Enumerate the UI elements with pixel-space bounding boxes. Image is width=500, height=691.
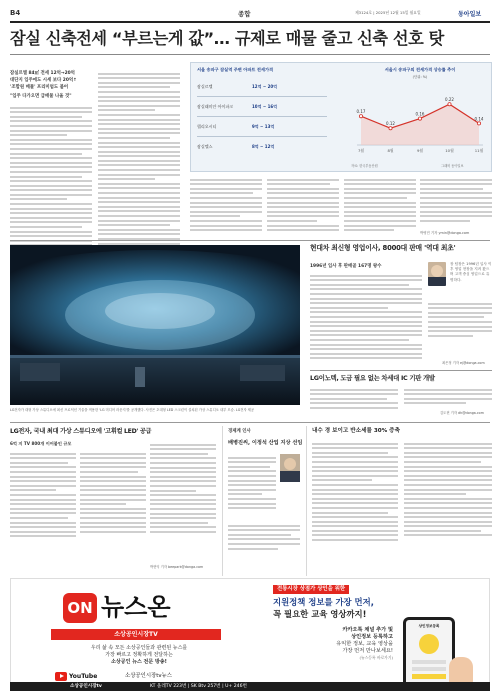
chart-data-label: 0.16 [415,111,425,117]
chart-credit: 그래픽 동아일보 [441,164,464,168]
ad-logo [63,591,213,627]
ad-panel [10,578,490,688]
story2-subhead: 1996년 입사 후 판매골 167명 왕수 [310,264,382,269]
chart-tick-label: 7월 [357,148,365,153]
chart-tick-label: 8월 [387,148,394,153]
masthead-rule [10,21,490,23]
photo-caption: LG전자가 대형 가상 스튜디오에 최신 프로덕션 기술을 적용한 'LG 미디어 라운지'를 공개했다. 사진은 초대형 LED 스크린이 설치된 가상 스튜디오 내부 모습. LG전자 제공 [10,408,255,412]
top-story-body-col1 [10,104,92,254]
kakao-line: 가장 먼저 만나보세요! [342,648,393,654]
story3-body-col2 [404,386,492,407]
ad-footer [10,682,490,691]
story2-body-2 [428,300,492,339]
deck-line: "입주 다가오면 급매물 나올 것" [10,94,72,99]
story2-portrait [428,262,446,286]
studio-photo [10,245,300,405]
play-icon [60,674,64,678]
table-row [197,77,327,97]
story4-body-col3 [150,441,216,535]
table-row [197,117,327,137]
section-name: 종합 [238,10,251,18]
section-rule-3 [10,422,490,423]
chart-point [418,117,421,120]
story5-portrait [280,454,300,482]
deck-line: '조합원 매물' 프리미엄도 붙어 [10,85,69,90]
chart-tick-label: 10월 [445,148,454,153]
table-row-name: 잠실르엘 [197,83,213,89]
table-row-name: 잠실엘스 [197,144,213,149]
line-chart-unit: (단위: %) [412,75,428,79]
chart-tick-label: 9월 [416,148,424,153]
chart-source: 자료: 한국부동산원 [351,164,378,168]
kakao-line: 상인정보 등록하고 [351,634,393,640]
chart-area [361,104,479,145]
ad-youtube[interactable] [55,671,225,682]
price-table [197,77,327,157]
story5-body-2 [228,522,300,552]
story4-body-col2 [80,450,146,535]
line-chart-title: 서울시 송파구의 전세가격 상승률 추이 [384,67,456,72]
ad-desc-line: 소상공인 뉴스 전문 방송! [111,659,167,665]
top-story-body-col4 [267,176,339,234]
paper-name: 동아일보 [458,11,482,18]
chart-point [477,122,480,125]
table-row [197,137,327,157]
top-story-body-col6 [420,176,492,225]
chart-point [389,127,392,130]
ad-logo-badge: ON [63,593,97,623]
story2-sidebar: 장 팀장은 1996년 입사 이후 영업 현장을 지켜 왔으며 고객 중심 영업으로 유명하다. [450,262,492,282]
table-row-value: 10억 ~ 16억 [252,103,277,109]
kakao-note[interactable]: (뉴스등록 바로가기) [359,655,393,660]
page-number: B4 [10,9,21,17]
youtube-label: YouTube [69,673,98,680]
chart-data-label: 0.14 [474,116,484,122]
story6-headline: 내수 경 보이고 반소세를 30% 증축 [312,428,400,434]
issue-date: 제3124호 | 2025년 12월 15일 월요일 [355,10,421,15]
chart-data-label: 0.22 [445,97,454,103]
top-story-byline: 박영민 기자 ymin@donga.com [420,231,470,235]
ad-promo-red: 전통시장 상점가 상인을 위한 [273,585,349,594]
kakao-line: 유익한 정보, 교육 영상을 [336,641,393,647]
deck-line: 대단지 입주에도 시세 보다 20억↑ [10,78,77,83]
story4-byline: 박현익 기자 beepark@donga.com [150,565,204,569]
ad-description [29,645,249,666]
chart-point [359,115,362,118]
top-story-body-col5 [344,176,416,234]
ad-promo-line1: 지원정책 정보를 가장 먼저, [273,597,374,607]
section-rule-2 [310,370,492,371]
story3-byline: 김도현 기자 dh@donga.com [440,411,484,415]
chart-point [448,103,451,106]
kakao-line: 카카오톡 채널 추가 및 [342,627,393,633]
headline-rule [10,54,490,55]
table-row-value: 12억 ~ 20억 [252,83,277,89]
line-chart [351,83,489,157]
story5-headline: 배병진씨, 이정석 산업 지상 선임 [228,440,303,446]
top-story-deck [10,70,92,100]
hand-icon [449,657,473,685]
table-row [197,97,327,117]
story4-headline: LG전자, 국내 최대 가상 스튜디오에 '고휘컬 LED' 공급 [10,428,152,435]
table-row-name: 헬리오시티 [197,123,217,129]
top-story-body-col3 [190,176,262,234]
phone-screen-title: 상인정보등록 [418,624,440,628]
youtube-channel: 소상공인시장tv뉴스 [125,673,172,679]
section-rule-1 [10,240,490,241]
deck-line: 잠실르엘 84㎡ 전세 12억→20억 [10,71,75,76]
top-story-body-col2 [98,70,180,256]
story4-subhead: 6억 지 TV 800개 이어붙인 규모 [10,441,72,446]
ad-desc-line: 가장 빠르고 정확하게 전달하는 [105,652,173,658]
table-row-value: 8억 ~ 12억 [252,144,275,149]
studio-photo-illustration [10,245,300,405]
ad-channel-name: 소상공인시장TV [51,629,221,640]
ad-desc-line: 우리 삶 속 모든 소상공인들과 관련된 뉴스를 [90,645,188,651]
story2-headline: 현대차 최신형 영업이사, 8000대 판매 '역대 최초' [310,244,456,252]
ad-promo-line2: 꼭 필요한 교육 영상까지! [273,609,367,619]
story3-headline: LG이노텍, 도금 필요 없는 차세대 IC 기판 개발 [310,374,435,382]
masthead [10,8,490,20]
story4-body-col1 [10,450,76,540]
top-headline: 잠실 신축전세 “부르는게 값”… 규제로 매물 줄고 신축 선호 탓 [10,29,444,48]
chart-tick-label: 11월 [474,148,484,153]
story2-body [310,272,422,362]
story6-body-col2 [404,440,492,539]
ad-phone [403,617,455,688]
story3-body-col1 [310,386,398,412]
table-row-name: 잠실래미안 아이파크 [197,103,234,109]
column-rule-2 [306,426,307,576]
chart-box [190,62,492,172]
ad-logo-text: 뉴스온 [101,593,171,621]
story5-body [228,454,276,512]
ad-kakao-text [283,627,393,661]
price-table-title: 서울 송파구 잠실역 주변 아파트 전세가격 [197,67,274,72]
story2-byline: 최은정 기자 ej@donga.com [442,361,485,365]
story6-body-col1 [312,440,398,544]
chart-data-label: 0.12 [386,121,395,127]
footer-channels: KT 올레TV 223번 | SK Btv 257번 | U+ 246번 [150,684,247,689]
chart-data-label: 0.17 [356,109,366,115]
story5-kicker: 경제계 인사 [228,429,251,434]
footer-brand: 소상공인시장tv [70,684,102,689]
column-rule [222,426,223,576]
table-row-value: 9억 ~ 13억 [252,123,275,129]
